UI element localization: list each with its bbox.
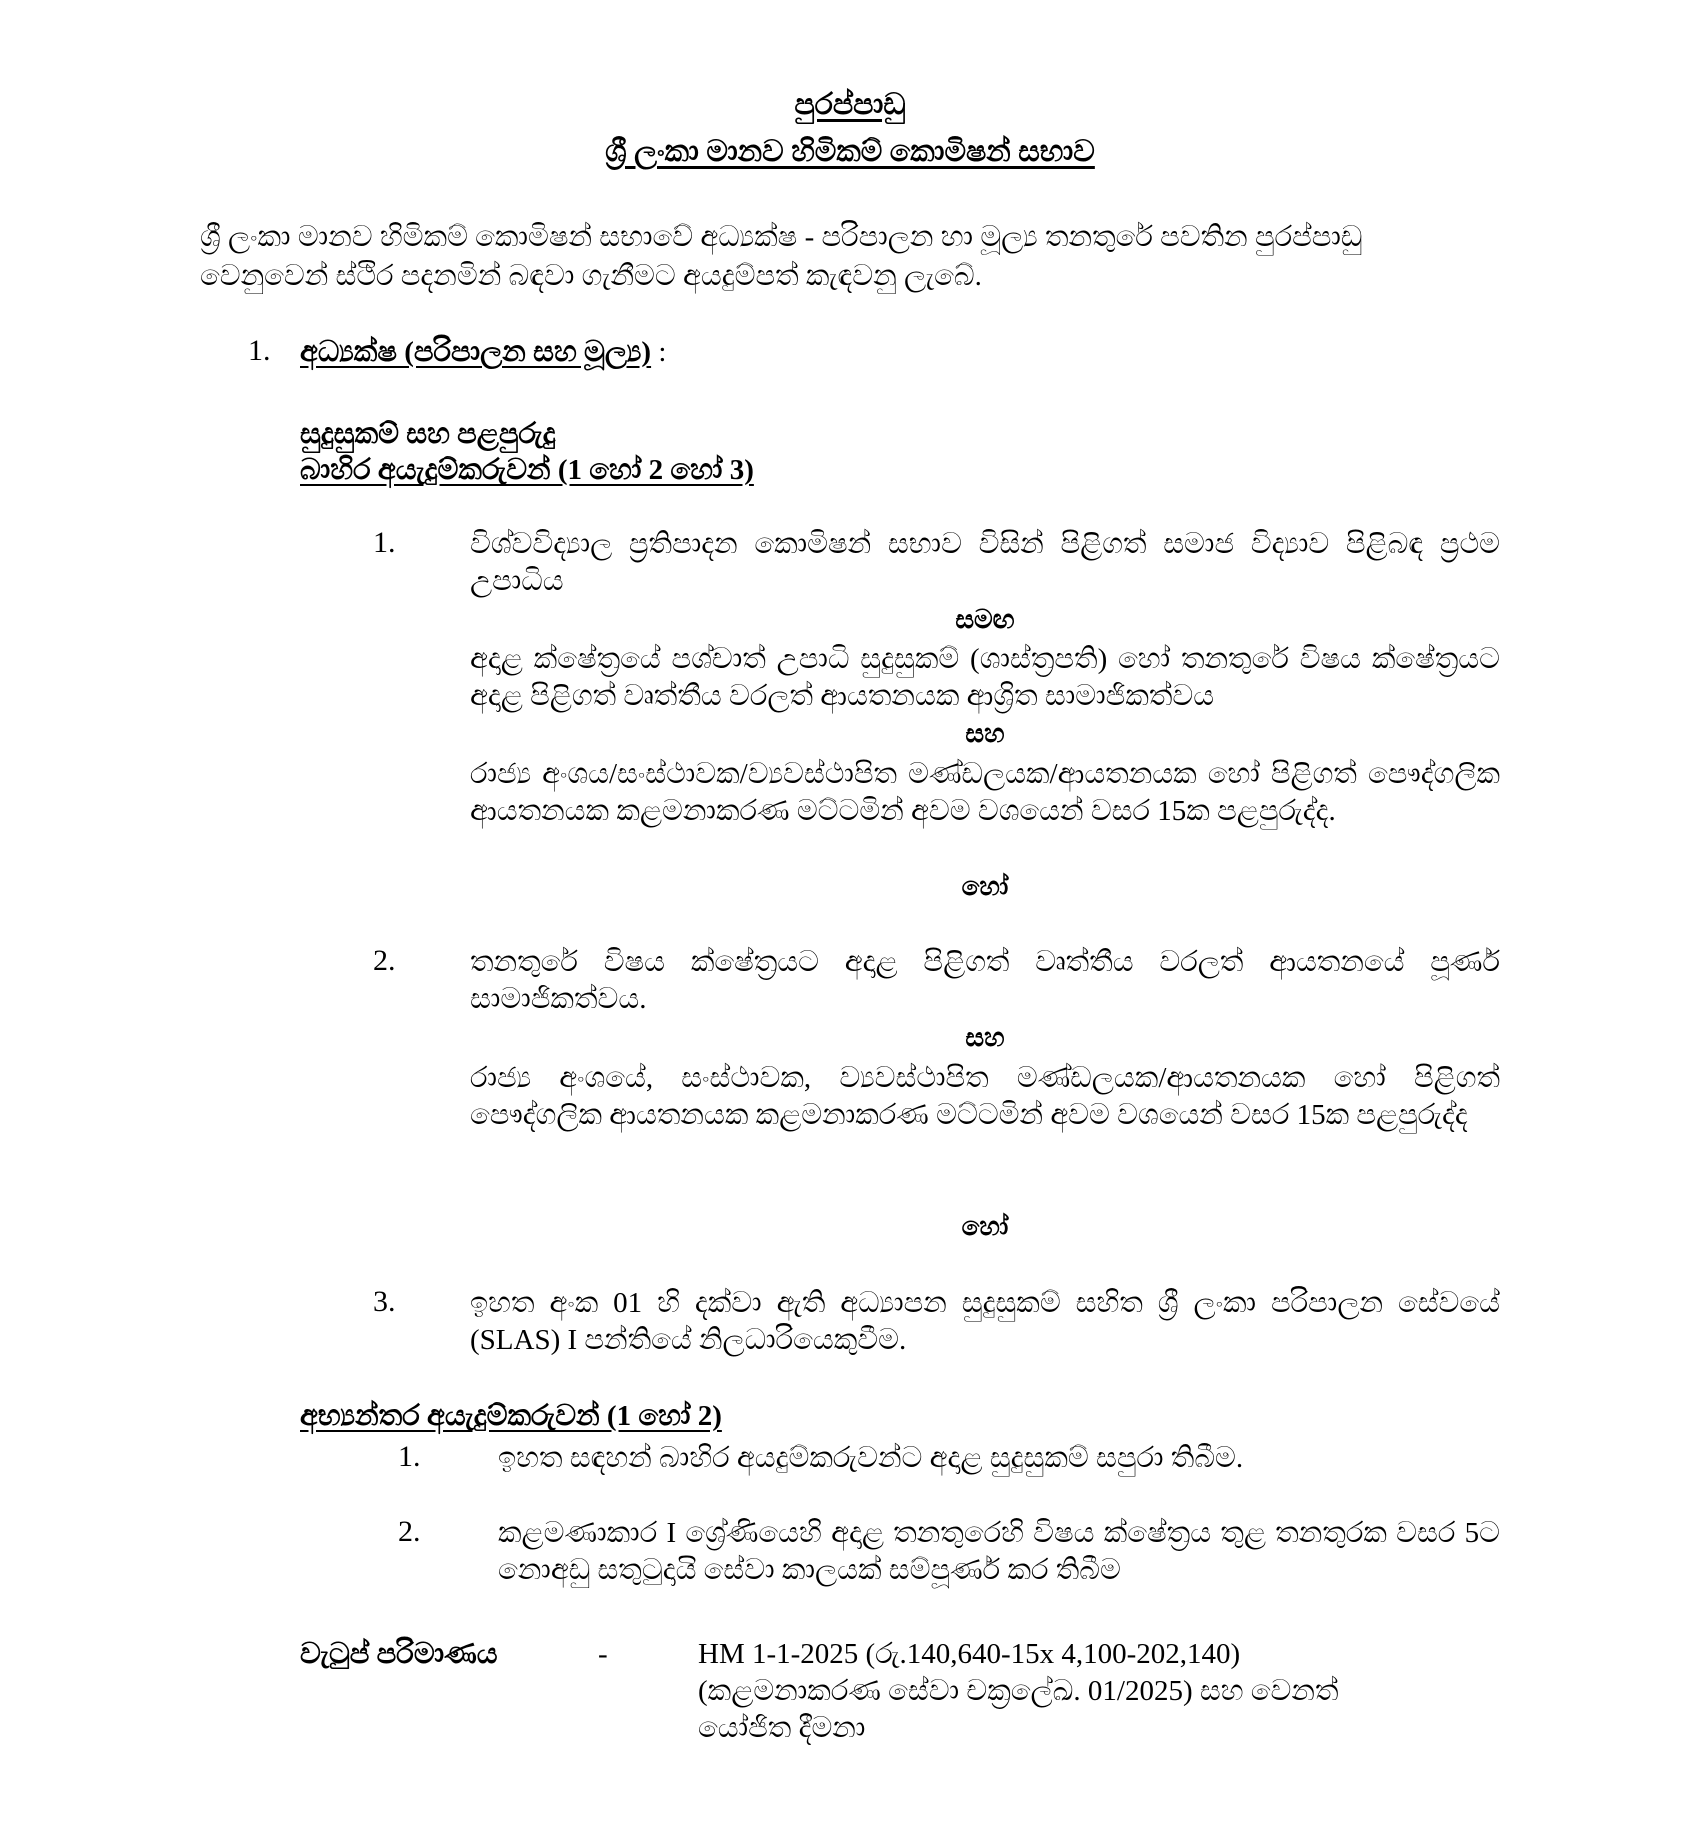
external-applicants-heading: බාහිර අයැදුම්කරුවන් (1 හෝ 2 හෝ 3) [300, 454, 754, 486]
external-item-1-text-2: අදාළ ක්ෂේත්‍රයේ පශ්චාත් උපාධි සුදුසුකම් (ශාස්ත්‍රපති) හෝ තනතුරේ විෂය ක්ෂේත්‍රයට අදාළ පිළිගත් වෘත්තීය වරලත් ආයතනයක ආශ්‍රිත සාමාජිකත්වය [470, 643, 1500, 712]
conjunction-with: සමඟ [955, 605, 1015, 634]
salary-scale-line-3: යෝජිත දීමනා [698, 1712, 866, 1744]
external-item-3-number: 3. [373, 1285, 396, 1318]
post-number: 1. [248, 334, 271, 367]
salary-scale-line-2: (කළමනාකරණ සේවා චක්‍රලේඛ. 01/2025) සහ වෙනත් [698, 1675, 1339, 1707]
salary-scale-line-1: HM 1-1-2025 (රු.140,640-15x 4,100-202,140) [698, 1638, 1241, 1670]
external-item-3-text: ඉහත අංක 01 හි දක්වා ඇති අධ්‍යාපන සුදුසුකම් සහිත ශ්‍රී ලංකා පරිපාලන සේවයේ (SLAS) I පන්තියේ නිලධාරියෙකුවීම. [470, 1287, 1500, 1356]
intro-line-1: ශ්‍රී ලංකා මානව හිමිකම් කොමිෂන් සභාවේ අධ්‍යක්ෂ - පරිපාලන හා මූල්‍ය තනතුරේ පවතින පුරප්පාඩු [200, 221, 1363, 253]
intro-line-2: වෙනුවෙන් ස්ථිර පදනමින් බඳවා ගැනීමට අයදුම්පත් කැඳවනු ලැබේ. [200, 260, 982, 292]
internal-item-2-text: කළමණාකාර I ශ්‍රේණියෙහි අදාළ තනතුරෙහි විෂය ක්ෂේත්‍රය තුළ තනතුරක වසර 5ට නොඅඩු සතුටුදායි සේවා කාලයක් සම්පූර්ණ කර තිබීම [498, 1517, 1500, 1586]
external-item-2-text-1: තනතුරේ විෂය ක්ෂේත්‍රයට අදාළ පිළිගත් වෘත්තීය වරලත් ආයතනයේ පූර්ණ සාමාජිකත්වය. [470, 946, 1500, 1015]
internal-item-2-number: 2. [398, 1515, 421, 1548]
qualifications-heading: සුදුසුකම් සහ පළපුරුදු [300, 418, 556, 450]
post-heading [300, 334, 666, 371]
conjunction-and: සහ [965, 1023, 1005, 1052]
external-item-1-text-1: විශ්වවිද්‍යාල ප්‍රතිපාදන කොමිෂන් සභාව විසින් පිළිගත් සමාජ විද්‍යාව පිළිබඳ ප්‍රථම උපාධිය [470, 528, 1500, 597]
page-title: පුරප්පාඩු [794, 88, 906, 121]
external-item-1-text-3: රාජ්‍ය අංශය/සංස්ථාවක/ව්‍යවස්ථාපිත මණ්ඩලයක/ආයතනයක හෝ පිළිගත් පෞද්ගලික ආයතනයක කළමනාකරණ මට්ටමින් අවම වශයෙන් වසර 15ක පළපුරුද්ද. [470, 758, 1500, 827]
internal-item-1-text: ඉහත සඳහන් බාහිර අයදුම්කරුවන්ට අදාළ සුදුසුකම් සපුරා තිබීම. [498, 1442, 1244, 1474]
conjunction-or: හෝ [961, 1212, 1009, 1241]
salary-label: වැටුප් පරිමාණය [300, 1638, 498, 1670]
external-item-1-number: 1. [373, 526, 396, 559]
salary-dash: - [598, 1638, 608, 1670]
conjunction-and: සහ [965, 719, 1005, 748]
internal-applicants-heading: අභ්‍යන්තර අයැදුම්කරුවන් (1 හෝ 2) [300, 1400, 722, 1432]
internal-item-1-number: 1. [398, 1440, 421, 1473]
conjunction-or: හෝ [961, 872, 1009, 901]
post-title-suffix: : [651, 336, 667, 368]
post-title: අධ්‍යක්ෂ (පරිපාලන සහ මූල්‍ය) [300, 336, 652, 368]
page-subtitle: ශ්‍රී ලංකා මානව හිමිකම් කොමිෂන් සභාව [605, 135, 1095, 168]
external-item-2-text-2: රාජ්‍ය අංශයේ, සංස්ථාවක, ව්‍යවස්ථාපිත මණ්ඩලයක/ආයතනයක හෝ පිළිගත් පෞද්ගලික ආයතනයක කළමනාකරණ මට්ටමින් අවම වශයෙන් වසර 15ක පළපුරුද්ද [470, 1062, 1500, 1131]
external-item-2-number: 2. [373, 944, 396, 977]
